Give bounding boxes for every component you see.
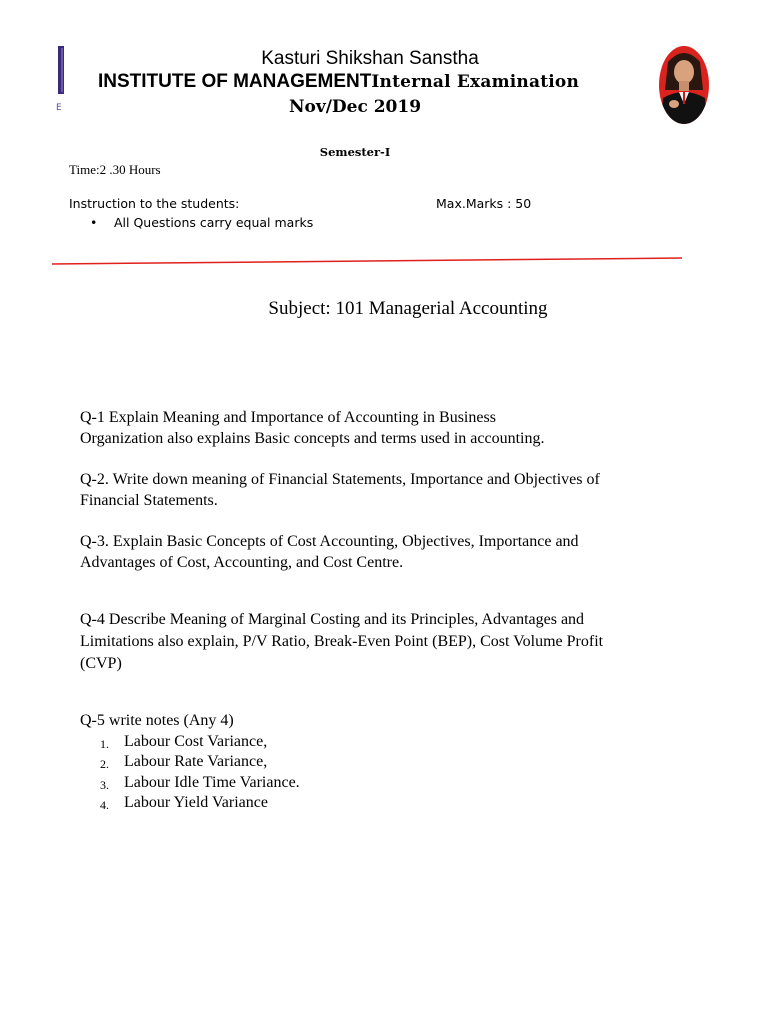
question-4 xyxy=(80,609,680,675)
question-list xyxy=(80,408,680,814)
bullet-icon: • xyxy=(90,215,98,230)
question-heading: Q-5 write notes (Any 4) xyxy=(80,712,234,729)
question-3 xyxy=(80,532,680,573)
question-line: Limitations also explain, P/V Ratio, Break-Even Point (BEP), Cost Volume Profit xyxy=(80,633,604,650)
subject-title: Subject: 101 Managerial Accounting xyxy=(268,298,548,319)
question-line: Financial Statements. xyxy=(80,491,218,509)
exam-time: Time:2 .30 Hours xyxy=(69,162,161,177)
notes-list xyxy=(80,732,680,814)
instruction-heading: Instruction to the students: xyxy=(69,196,240,211)
question-line: Q-4 Describe Meaning of Marginal Costing and its Principles, Advantages and xyxy=(80,611,585,628)
question-line: Advantages of Cost, Accounting, and Cost Centre. xyxy=(80,553,404,571)
title-line xyxy=(98,70,579,95)
question-2 xyxy=(80,470,680,511)
question-line: Q-1 Explain Meaning and Importance of Accounting in Business xyxy=(80,409,496,426)
question-line: Q-2. Write down meaning of Financial Statements, Importance and Objectives of xyxy=(80,471,600,488)
list-item: 4. Labour Yield Variance xyxy=(100,794,268,812)
institute-name: INSTITUTE OF MANAGEMENT xyxy=(98,71,372,92)
header-divider xyxy=(52,256,684,266)
list-item: 3. Labour Idle Time Variance. xyxy=(100,773,300,792)
question-line: Q-3. Explain Basic Concepts of Cost Accounting, Objectives, Importance and xyxy=(80,533,579,550)
exam-session: Nov/Dec 2019 xyxy=(288,97,422,117)
organization-name: Kasturi Shikshan Sanstha xyxy=(261,48,479,69)
exam-title: Internal Examination xyxy=(371,72,580,92)
question-5 xyxy=(80,711,680,814)
list-item: 2. Labour Rate Variance, xyxy=(100,753,268,771)
question-line: (CVP) xyxy=(80,655,122,672)
instruction-text: All Questions carry equal marks xyxy=(114,215,314,230)
instruction-item xyxy=(90,215,313,230)
list-item: 1. Labour Cost Variance, xyxy=(100,732,268,751)
question-line: Organization also explains Basic concepts and terms used in accounting. xyxy=(80,429,545,447)
question-1 xyxy=(80,408,680,449)
svg-text:E: E xyxy=(56,103,62,113)
semester: Semester-I xyxy=(319,145,391,159)
max-marks: Max.Marks : 50 xyxy=(436,196,532,211)
